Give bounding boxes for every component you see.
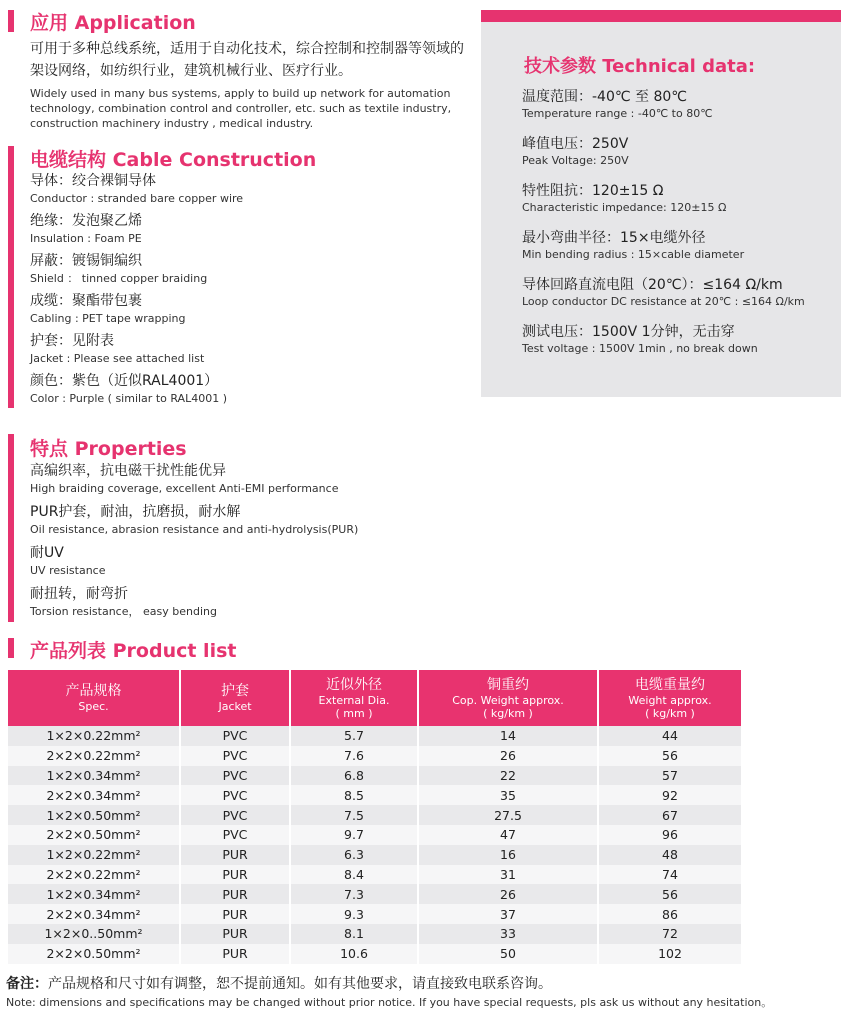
table-row — [8, 944, 741, 964]
cable-weight-cell: 56 — [598, 746, 741, 766]
technical-item-zh: 特性阻抗：120±15 Ω — [522, 183, 664, 199]
column-header-en: Jacket — [218, 700, 252, 713]
table-row — [8, 865, 741, 885]
copper-weight-cell: 31 — [418, 865, 598, 885]
column-header-spec — [8, 670, 180, 726]
external-dia-cell: 7.5 — [290, 805, 418, 825]
properties-item — [30, 462, 358, 496]
jacket-cell: PVC — [180, 766, 290, 786]
jacket-cell: PUR — [180, 845, 290, 865]
properties-item — [30, 544, 358, 578]
column-header-en: Weight approx. — [628, 693, 712, 707]
jacket-cell: PUR — [180, 865, 290, 885]
technical-panel-header-bar — [481, 10, 841, 22]
cable-weight-cell: 57 — [598, 766, 741, 786]
construction-item-en: Color : Purple ( similar to RAL4001 ) — [30, 392, 227, 405]
table-row — [8, 785, 741, 805]
external-dia-cell: 6.3 — [290, 845, 418, 865]
properties-item-en: High braiding coverage, excellent Anti-EMI performance — [30, 482, 339, 495]
application-zh: 可用于多种总线系统，适用于自动化技术，综合控制和控制器等领域的架设网络，如纺织行业，建筑机械行业、医疗行业。 — [30, 41, 464, 79]
jacket-cell: PUR — [180, 884, 290, 904]
technical-item — [522, 135, 805, 182]
spec-cell: 2×2×0.34mm² — [8, 904, 180, 924]
table-row — [8, 904, 741, 924]
cable-weight-cell: 92 — [598, 785, 741, 805]
external-dia-cell: 7.3 — [290, 884, 418, 904]
external-dia-cell: 10.6 — [290, 944, 418, 964]
spec-cell: 1×2×0.22mm² — [8, 845, 180, 865]
technical-item — [522, 182, 805, 229]
construction-item-en: Cabling : PET tape wrapping — [30, 312, 186, 325]
cable-weight-cell: 72 — [598, 924, 741, 944]
cable-weight-cell: 102 — [598, 944, 741, 964]
column-header-en: Cop. Weight approx. — [452, 693, 564, 707]
section-marker — [8, 146, 14, 408]
construction-item — [30, 332, 243, 366]
construction-item — [30, 172, 243, 206]
copper-weight-cell: 50 — [418, 944, 598, 964]
technical-item-zh: 最小弯曲半径：15×电缆外径 — [522, 230, 706, 246]
product-table-body — [8, 726, 741, 964]
column-header-copper-weight — [418, 670, 598, 726]
copper-weight-cell: 37 — [418, 904, 598, 924]
cable-weight-cell: 56 — [598, 884, 741, 904]
construction-item — [30, 292, 243, 326]
column-header-unit: ( kg/km ) — [483, 706, 533, 720]
construction-item-en: Insulation : Foam PE — [30, 232, 142, 245]
copper-weight-cell: 14 — [418, 726, 598, 746]
application-en: Widely used in many bus systems, apply to build up network for automation technology, combination control and controller, etc. such as textile industry, construction machinery industry , medical industry. — [30, 87, 452, 130]
copper-weight-cell: 26 — [418, 746, 598, 766]
external-dia-cell: 8.5 — [290, 785, 418, 805]
properties-list — [30, 462, 358, 625]
column-header-zh: 近似外径 — [326, 676, 382, 693]
table-row — [8, 726, 741, 746]
cable-weight-cell: 96 — [598, 825, 741, 845]
spec-cell: 2×2×0.50mm² — [8, 944, 180, 964]
spec-cell: 2×2×0.22mm² — [8, 865, 180, 885]
table-row — [8, 884, 741, 904]
technical-item-en: Temperature range : -40℃ to 80℃ — [522, 107, 713, 120]
properties-item-zh: 高编织率，抗电磁干扰性能优异 — [30, 463, 226, 479]
properties-item-en: Torsion resistance， easy bending — [30, 605, 217, 618]
product-table — [8, 670, 741, 964]
technical-item-en: Loop conductor DC resistance at 20℃ : ≤164 Ω/km — [522, 295, 805, 308]
external-dia-cell: 8.1 — [290, 924, 418, 944]
technical-item — [522, 323, 805, 370]
external-dia-cell: 9.3 — [290, 904, 418, 924]
construction-list — [30, 172, 243, 412]
copper-weight-cell: 35 — [418, 785, 598, 805]
technical-item-zh: 峰值电压：250V — [522, 136, 629, 152]
spec-cell: 2×2×0.50mm² — [8, 825, 180, 845]
technical-item-en: Test voltage : 1500V 1min , no break down — [522, 342, 758, 355]
technical-item-en: Characteristic impedance: 120±15 Ω — [522, 201, 727, 214]
spec-cell: 1×2×0.50mm² — [8, 805, 180, 825]
copper-weight-cell: 26 — [418, 884, 598, 904]
spec-cell: 1×2×0.34mm² — [8, 884, 180, 904]
construction-item-zh: 导体：绞合裸铜导体 — [30, 173, 156, 189]
construction-item-zh: 颜色：紫色（近似RAL4001） — [30, 373, 219, 389]
technical-item — [522, 229, 805, 276]
section-marker — [8, 638, 14, 658]
spec-cell: 1×2×0..50mm² — [8, 924, 180, 944]
construction-item-zh: 护套：见附表 — [30, 333, 114, 349]
jacket-cell: PUR — [180, 944, 290, 964]
properties-item-zh: 耐UV — [30, 545, 64, 561]
technical-item-zh: 测试电压：1500V 1分钟，无击穿 — [522, 324, 735, 340]
external-dia-cell: 6.8 — [290, 766, 418, 786]
copper-weight-cell: 47 — [418, 825, 598, 845]
table-row — [8, 805, 741, 825]
properties-item-en: UV resistance — [30, 564, 106, 577]
cable-weight-cell: 74 — [598, 865, 741, 885]
column-header-en: Spec. — [78, 700, 109, 713]
table-row — [8, 845, 741, 865]
column-header-zh: 产品规格 — [65, 683, 122, 699]
properties-item-en: Oil resistance, abrasion resistance and anti-hydrolysis(PUR) — [30, 523, 359, 536]
spec-cell: 2×2×0.22mm² — [8, 746, 180, 766]
note-zh-text: 产品规格和尺寸如有调整，恕不提前通知。如有其他要求，请直接致电联系咨询。 — [48, 976, 552, 992]
jacket-cell: PVC — [180, 726, 290, 746]
external-dia-cell: 9.7 — [290, 825, 418, 845]
construction-item-en: Conductor : stranded bare copper wire — [30, 192, 244, 205]
product-list-title: 产品列表 Product list — [30, 640, 237, 662]
construction-item-zh: 成缆：聚酯带包裹 — [30, 293, 142, 309]
spec-cell: 1×2×0.34mm² — [8, 766, 180, 786]
construction-item-zh: 屏蔽：镀锡铜编织 — [30, 253, 142, 269]
technical-title: 技术参数 Technical data: — [524, 56, 756, 77]
external-dia-cell: 8.4 — [290, 865, 418, 885]
construction-item — [30, 212, 243, 246]
table-header-row — [8, 670, 741, 726]
column-header-zh: 护套 — [221, 683, 249, 699]
construction-item — [30, 372, 243, 406]
cable-weight-cell: 48 — [598, 845, 741, 865]
table-row — [8, 825, 741, 845]
construction-item-en: Shield ： tinned copper braiding — [30, 272, 208, 285]
column-header-zh: 电缆重量约 — [635, 676, 705, 693]
technical-item-zh: 导体回路直流电阻（20℃）：≤164 Ω/km — [522, 277, 783, 293]
note-zh — [6, 973, 552, 993]
properties-title: 特点 Properties — [30, 438, 187, 460]
jacket-cell: PVC — [180, 746, 290, 766]
note-en: Note: dimensions and specifications may be changed without prior notice. If you have special requests, pls ask us without any hesitation。 — [6, 996, 773, 1009]
table-row — [8, 924, 741, 944]
construction-item-en: Jacket : Please see attached list — [30, 352, 205, 365]
column-header-jacket — [180, 670, 290, 726]
technical-list — [522, 88, 805, 370]
column-header-external-dia — [290, 670, 418, 726]
technical-item — [522, 276, 805, 323]
spec-cell: 1×2×0.22mm² — [8, 726, 180, 746]
note-label: 备注： — [6, 976, 48, 992]
column-header-cable-weight — [598, 670, 741, 726]
properties-item-zh: PUR护套，耐油，抗磨损，耐水解 — [30, 504, 241, 520]
application-title: 应用 Application — [30, 12, 196, 34]
jacket-cell: PVC — [180, 785, 290, 805]
technical-item — [522, 88, 805, 135]
cable-weight-cell: 67 — [598, 805, 741, 825]
technical-item-en: Min bending radius : 15×cable diameter — [522, 248, 745, 261]
jacket-cell: PUR — [180, 904, 290, 924]
technical-item-zh: 温度范围：-40℃ 至 80℃ — [522, 89, 688, 105]
application-body — [30, 38, 470, 131]
column-header-unit: ( mm ) — [335, 706, 373, 720]
jacket-cell: PUR — [180, 924, 290, 944]
copper-weight-cell: 22 — [418, 766, 598, 786]
properties-item — [30, 503, 358, 537]
external-dia-cell: 5.7 — [290, 726, 418, 746]
construction-item-zh: 绝缘：发泡聚乙烯 — [30, 213, 142, 229]
construction-item — [30, 252, 243, 286]
cable-weight-cell: 44 — [598, 726, 741, 746]
column-header-en: External Dia. — [318, 693, 390, 707]
external-dia-cell: 7.6 — [290, 746, 418, 766]
copper-weight-cell: 27.5 — [418, 805, 598, 825]
copper-weight-cell: 16 — [418, 845, 598, 865]
spec-cell: 2×2×0.34mm² — [8, 785, 180, 805]
section-marker — [8, 434, 14, 622]
table-row — [8, 746, 741, 766]
technical-item-en: Peak Voltage: 250V — [522, 154, 629, 167]
jacket-cell: PVC — [180, 825, 290, 845]
properties-item — [30, 585, 358, 619]
construction-title: 电缆结构 Cable Construction — [30, 149, 317, 171]
section-marker — [8, 10, 14, 32]
column-header-unit: ( kg/km ) — [645, 706, 695, 720]
cable-weight-cell: 86 — [598, 904, 741, 924]
properties-item-zh: 耐扭转，耐弯折 — [30, 586, 128, 602]
column-header-zh: 铜重约 — [487, 676, 529, 693]
copper-weight-cell: 33 — [418, 924, 598, 944]
jacket-cell: PVC — [180, 805, 290, 825]
table-row — [8, 766, 741, 786]
